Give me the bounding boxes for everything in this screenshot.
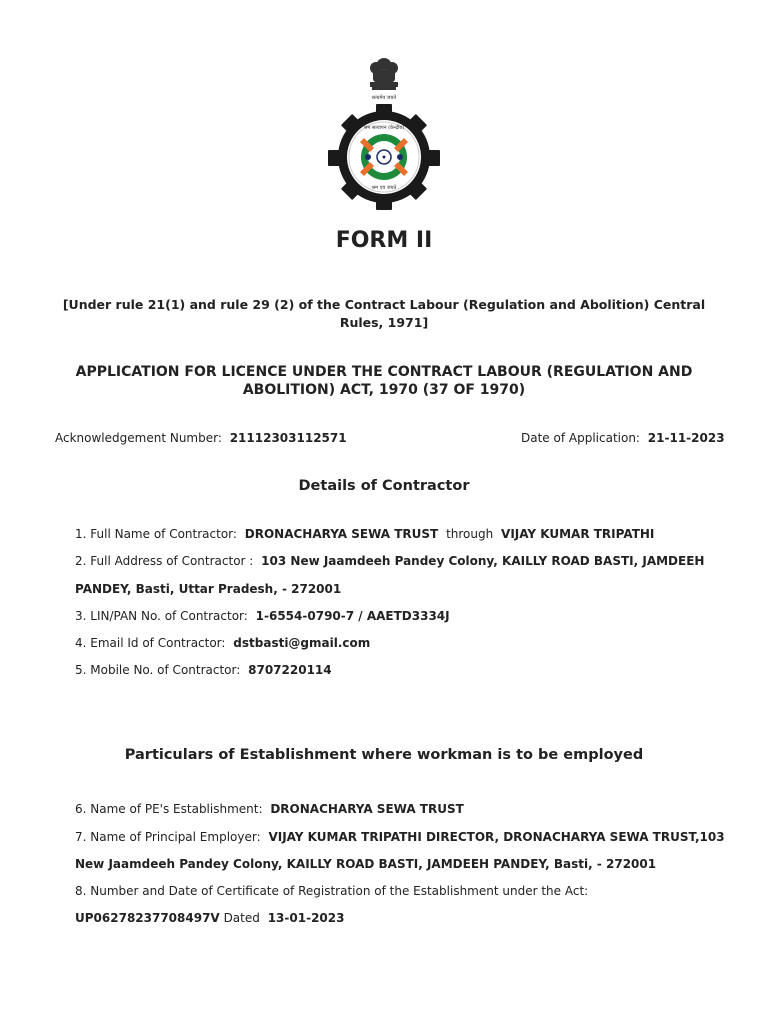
contractor-mobile-row — [75, 663, 332, 677]
principal-employer-row-2 — [75, 857, 656, 871]
contractor-email-row — [75, 636, 370, 650]
principal-employer-value-2: New Jaamdeeh Pandey Colony, KAILLY ROAD BASTI, JAMDEEH PANDEY, Basti, - 272001 — [75, 857, 657, 871]
national-emblem-icon — [324, 54, 444, 214]
pe-establishment-row — [75, 802, 464, 816]
through-label: through — [446, 527, 494, 541]
contractor-mobile-label: 5. Mobile No. of Contractor: — [75, 663, 241, 677]
contractor-address-row — [75, 554, 704, 568]
contractor-lin-row — [75, 609, 450, 623]
labour-gear-seal-icon — [328, 104, 440, 210]
contractor-address-row-2 — [75, 582, 341, 596]
contractor-address-value-2: PANDEY, Basti, Uttar Pradesh, - 272001 — [75, 582, 342, 596]
header-logos — [324, 54, 444, 214]
contractor-address-value-1: 103 New Jaamdeeh Pandey Colony, KAILLY ROAD BASTI, JAMDEEH — [261, 554, 705, 568]
form-title: FORM II — [335, 228, 433, 253]
contractor-name-row — [75, 527, 654, 541]
date-value: 21-11-2023 — [647, 431, 725, 445]
pe-establishment-value: DRONACHARYA SEWA TRUST — [270, 802, 464, 816]
contractor-section-title: Details of Contractor — [298, 478, 470, 494]
through-value: VIJAY KUMAR TRIPATHI — [501, 527, 655, 541]
contractor-name-label: 1. Full Name of Contractor: — [75, 527, 237, 541]
contractor-email-label: 4. Email Id of Contractor: — [75, 636, 226, 650]
seal-text-top: श्रम सत्यापन (केन्द्रीय) — [363, 125, 405, 131]
date-of-application-row — [521, 431, 725, 445]
contractor-email-value: dstbasti@gmail.com — [233, 636, 371, 650]
principal-employer-label: 7. Name of Principal Employer: — [75, 830, 261, 844]
establishment-section-title: Particulars of Establishment where workman is to be employed — [124, 747, 644, 763]
contractor-mobile-value: 8707220114 — [248, 663, 332, 677]
seal-text-bottom: श्रम एव जयते — [371, 185, 397, 191]
emblem-motto: सत्यमेव जयते — [371, 95, 397, 101]
contractor-lin-value: 1-6554-0790-7 / AAETD3334J — [255, 609, 450, 623]
acknowledgement-number-row — [55, 431, 347, 445]
rule-reference: [Under rule 21(1) and rule 29 (2) of the Contract Labour (Regulation and Abolition) Central Rules, 1971] — [62, 297, 706, 330]
certificate-value-row — [75, 911, 344, 925]
principal-employer-row — [75, 830, 725, 844]
acknowledgement-label: Acknowledgement Number: — [55, 431, 222, 445]
certificate-number: UP06278237708497V — [75, 911, 220, 925]
application-title: APPLICATION FOR LICENCE UNDER THE CONTRACT LABOUR (REGULATION AND ABOLITION) ACT, 1970 (37 OF 1970) — [75, 364, 693, 398]
contractor-name-value: DRONACHARYA SEWA TRUST — [244, 527, 439, 541]
contractor-address-label: 2. Full Address of Contractor : — [75, 554, 254, 568]
certificate-date: 13-01-2023 — [267, 911, 345, 925]
certificate-label-row — [75, 884, 588, 898]
principal-employer-value-1: VIJAY KUMAR TRIPATHI DIRECTOR, DRONACHARYA SEWA TRUST,103 — [268, 830, 725, 844]
pe-establishment-label: 6. Name of PE's Establishment: — [75, 802, 263, 816]
contractor-lin-label: 3. LIN/PAN No. of Contractor: — [75, 609, 248, 623]
dated-label: Dated — [223, 911, 260, 925]
certificate-label: 8. Number and Date of Certificate of Registration of the Establishment under the Act: — [75, 884, 589, 898]
acknowledgement-value: 21112303112571 — [229, 431, 347, 445]
date-label: Date of Application: — [521, 431, 640, 445]
